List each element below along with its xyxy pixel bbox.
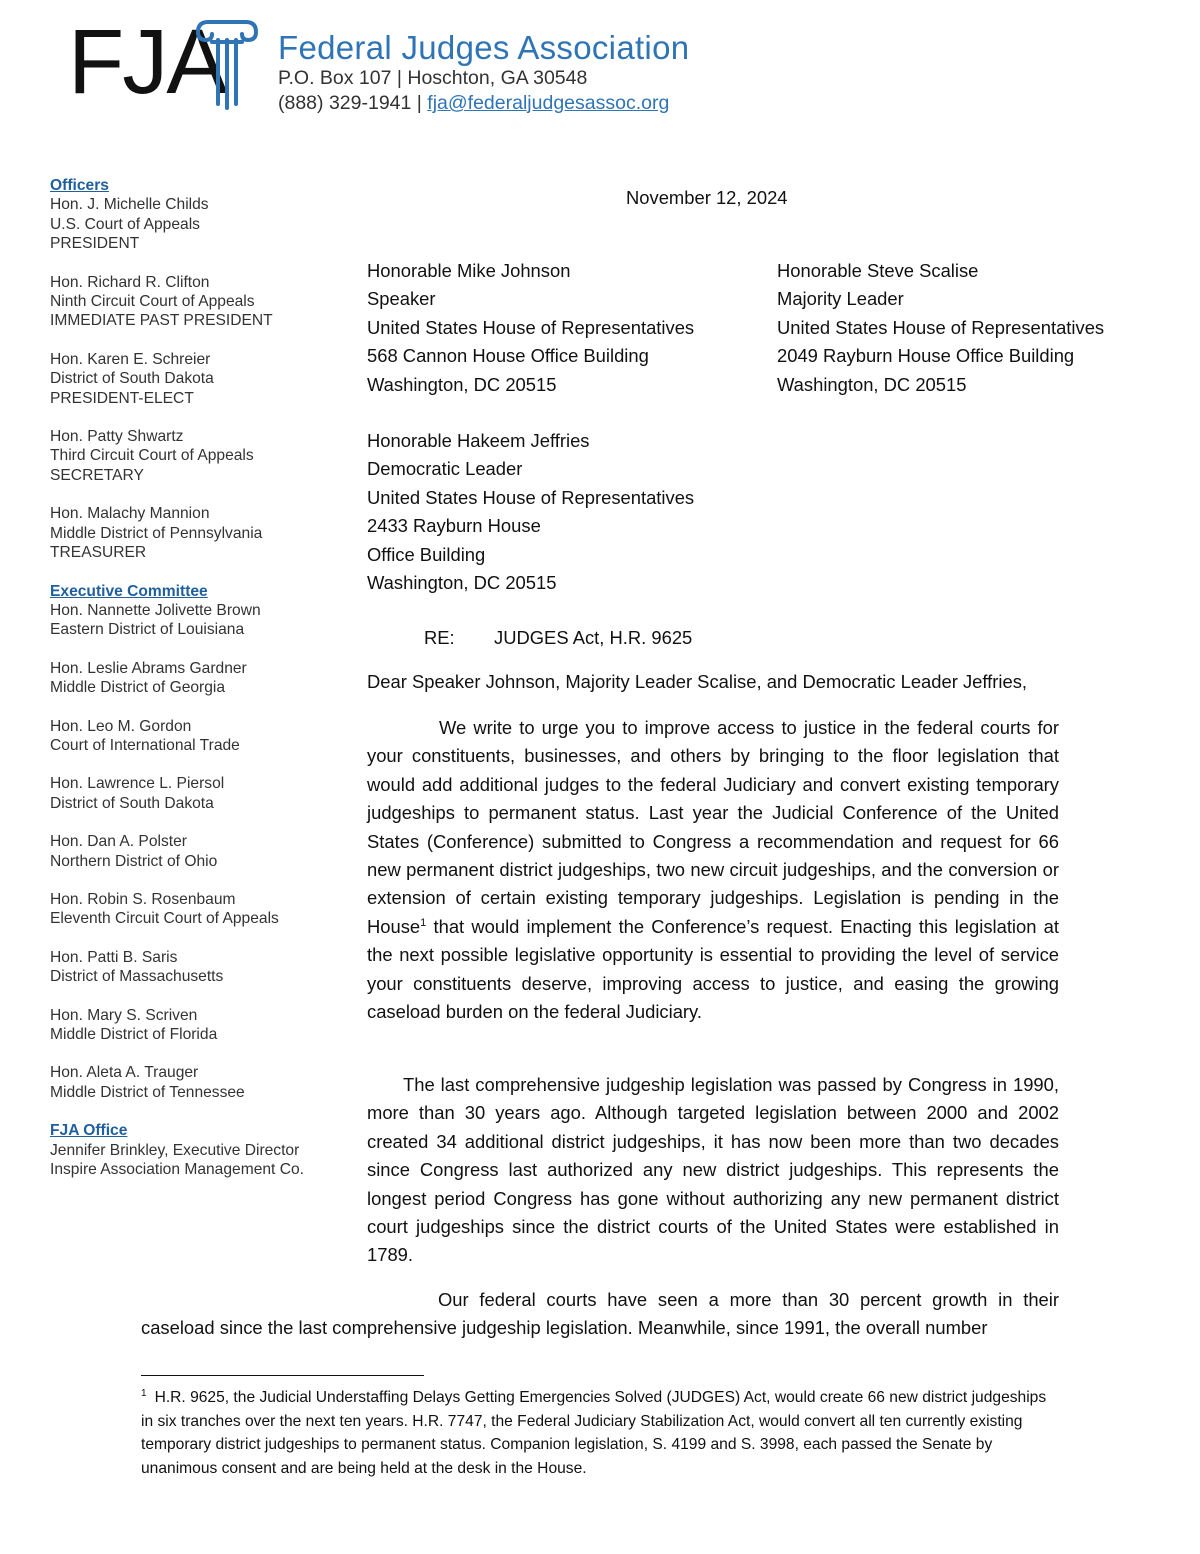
address-line: 568 Cannon House Office Building: [367, 345, 649, 367]
officers-heading: Officers: [50, 177, 109, 194]
address-line: Majority Leader: [777, 288, 904, 310]
fja-office-heading: FJA Office: [50, 1122, 128, 1140]
member-role: IMMEDIATE PAST PRESIDENT: [50, 312, 273, 330]
member-name: Hon. Nannette Jolivette Brown: [50, 601, 261, 619]
fja-logo-text: FJA: [68, 11, 226, 113]
address-line: Speaker: [367, 288, 436, 310]
member-name: Hon. Patti B. Saris: [50, 948, 178, 966]
re-subject: JUDGES Act, H.R. 9625: [494, 627, 693, 648]
address-line: Honorable Hakeem Jeffries: [367, 430, 590, 451]
member-entry: [50, 717, 350, 756]
member-court: District of South Dakota: [50, 794, 214, 812]
member-court: Court of International Trade: [50, 736, 240, 754]
member-name: Hon. Karen E. Schreier: [50, 350, 211, 368]
member-entry: [50, 273, 350, 331]
member-entry: [50, 601, 350, 640]
member-entry: [50, 1063, 350, 1102]
footnote-number: 1: [141, 1387, 147, 1399]
member-name: Hon. Aleta A. Trauger: [50, 1064, 199, 1082]
member-entry: [50, 890, 350, 929]
paragraph-1: [367, 714, 1059, 1026]
member-role: SECRETARY: [50, 466, 144, 484]
member-role: TREASURER: [50, 544, 147, 562]
pillar-logo-icon: [192, 20, 262, 110]
member-court: District of Massachusetts: [50, 968, 224, 986]
address-line: Democratic Leader: [367, 458, 523, 480]
footnote-text: H.R. 9625, the Judicial Understaffing Delays Getting Emergencies Solved (JUDGES) Act, would create 66 new district judgeships in six tranches over the next ten years. H.R. 7747, the Federal Judiciary Stabilization Act, would convert all ten currently existing temporary district judgeships to permanent status. Companion legislation, S. 4199 and S. 3998, each passed the Senate by unanimous consent and are being held at the desk in the House.: [141, 1389, 1047, 1477]
member-entry: [50, 774, 350, 813]
executive-committee-heading: Executive Committee: [50, 582, 208, 600]
office-line: Inspire Association Management Co.: [50, 1161, 304, 1179]
footnote: [141, 1386, 1061, 1480]
salutation: Dear Speaker Johnson, Majority Leader Scalise, and Democratic Leader Jeffries,: [367, 671, 1028, 692]
member-role: PRESIDENT: [50, 235, 140, 253]
recipient-address: [367, 427, 694, 597]
member-court: U.S. Court of Appeals: [50, 215, 200, 233]
member-entry: [50, 1006, 350, 1045]
member-entry: [50, 832, 350, 871]
member-entry: [50, 659, 350, 698]
member-name: Hon. J. Michelle Childs: [50, 196, 209, 214]
sidebar: [50, 176, 350, 1179]
member-entry: [50, 504, 350, 562]
footnote-divider: [141, 1375, 424, 1376]
member-entry: [50, 948, 350, 987]
member-entry: [50, 427, 350, 485]
re-line: [424, 627, 692, 649]
fja-office-entry: [50, 1141, 350, 1180]
member-name: Hon. Richard R. Clifton: [50, 273, 210, 291]
footnote-ref[interactable]: 1: [420, 916, 427, 929]
org-contact: [278, 92, 669, 115]
member-name: Hon. Mary S. Scriven: [50, 1006, 198, 1024]
address-line: 2433 Rayburn House: [367, 515, 541, 537]
contact-separator: |: [416, 92, 422, 114]
address-line: Honorable Steve Scalise: [777, 260, 979, 281]
org-phone: (888) 329-1941: [278, 92, 412, 114]
address-line: Washington, DC 20515: [777, 373, 967, 395]
member-name: Hon. Lawrence L. Piersol: [50, 775, 225, 793]
member-name: Hon. Leslie Abrams Gardner: [50, 659, 247, 677]
member-name: Hon. Malachy Mannion: [50, 505, 210, 523]
member-court: Eleventh Circuit Court of Appeals: [50, 910, 279, 928]
address-line: United States House of Representatives: [367, 316, 695, 338]
member-name: Hon. Leo M. Gordon: [50, 717, 192, 735]
member-role: PRESIDENT-ELECT: [50, 389, 194, 407]
address-line: Honorable Mike Johnson: [367, 260, 571, 281]
member-entry: [50, 350, 350, 408]
paragraph-text: We write to urge you to improve access to justice in the federal courts for your constituents, businesses, and others by bringing to the floor legislation that would add additional judges to the federal Judiciary and convert existing temporary judgeships to permanent status. Last year the Judicial Conference of the United States (Conference) submitted to Congress a recommendation and request for 66 new permanent district judgeships, two new circuit judgeships, and the conversion or extension of certain existing temporary judgeships. Legislation is pending in the House: [367, 717, 1059, 937]
office-line: Jennifer Brinkley, Executive Director: [50, 1141, 300, 1159]
org-address: P.O. Box 107 | Hoschton, GA 30548: [278, 67, 588, 89]
org-name: Federal Judges Association: [278, 29, 690, 66]
member-court: Middle District of Florida: [50, 1026, 218, 1043]
member-court: Ninth Circuit Court of Appeals: [50, 293, 255, 311]
officers-list: [50, 195, 350, 562]
member-court: Northern District of Ohio: [50, 852, 218, 870]
member-court: Middle District of Tennessee: [50, 1083, 245, 1101]
member-court: Eastern District of Louisiana: [50, 621, 245, 639]
paragraph-2: The last comprehensive judgeship legislation was passed by Congress in 1990, more than 30 years ago. Although targeted legislation between 2000 and 2002 created 34 additional district judgeships, it has now been more than two decades since Congress last authorized any new district judgeships. This represents the longest period Congress has gone without authorizing any new permanent district court judgeships since the district courts of the United States were established in 1789.: [367, 1074, 1059, 1266]
paragraph-text: that would implement the Conference’s request. Enacting this legislation at the next possible legislative opportunity is essential to providing the level of service your constituents deserve, improving access to justice, and easing the growing caseload burden on the federal Judiciary.: [367, 915, 1059, 1023]
re-label: RE:: [424, 627, 455, 648]
member-court: Middle District of Pennsylvania: [50, 524, 263, 542]
member-entry: [50, 195, 350, 253]
paragraph-text: Our federal courts have seen a more than 30 percent growth in their caseload since the last comprehensive judgeship legislation. Meanwhile, since 1991, the overall number: [141, 1289, 1059, 1339]
member-name: Hon. Patty Shwartz: [50, 428, 184, 446]
member-court: Middle District of Georgia: [50, 679, 226, 697]
recipient-address: [777, 257, 1104, 399]
address-line: Washington, DC 20515: [367, 572, 557, 594]
address-line: 2049 Rayburn House Office Building: [777, 345, 1075, 367]
member-name: Hon. Robin S. Rosenbaum: [50, 890, 236, 908]
member-court: Third Circuit Court of Appeals: [50, 447, 254, 465]
member-name: Hon. Dan A. Polster: [50, 833, 187, 851]
recipient-address: [367, 257, 694, 399]
executive-committee-list: [50, 601, 350, 1102]
paragraph-3: [141, 1286, 1059, 1343]
address-line: Office Building: [367, 543, 486, 565]
address-line: United States House of Representatives: [367, 486, 695, 508]
member-court: District of South Dakota: [50, 370, 214, 388]
letter-date: November 12, 2024: [626, 187, 788, 208]
org-email-link[interactable]: fja@federaljudgesassoc.org: [427, 92, 670, 114]
address-line: Washington, DC 20515: [367, 373, 557, 395]
address-line: United States House of Representatives: [777, 316, 1105, 338]
